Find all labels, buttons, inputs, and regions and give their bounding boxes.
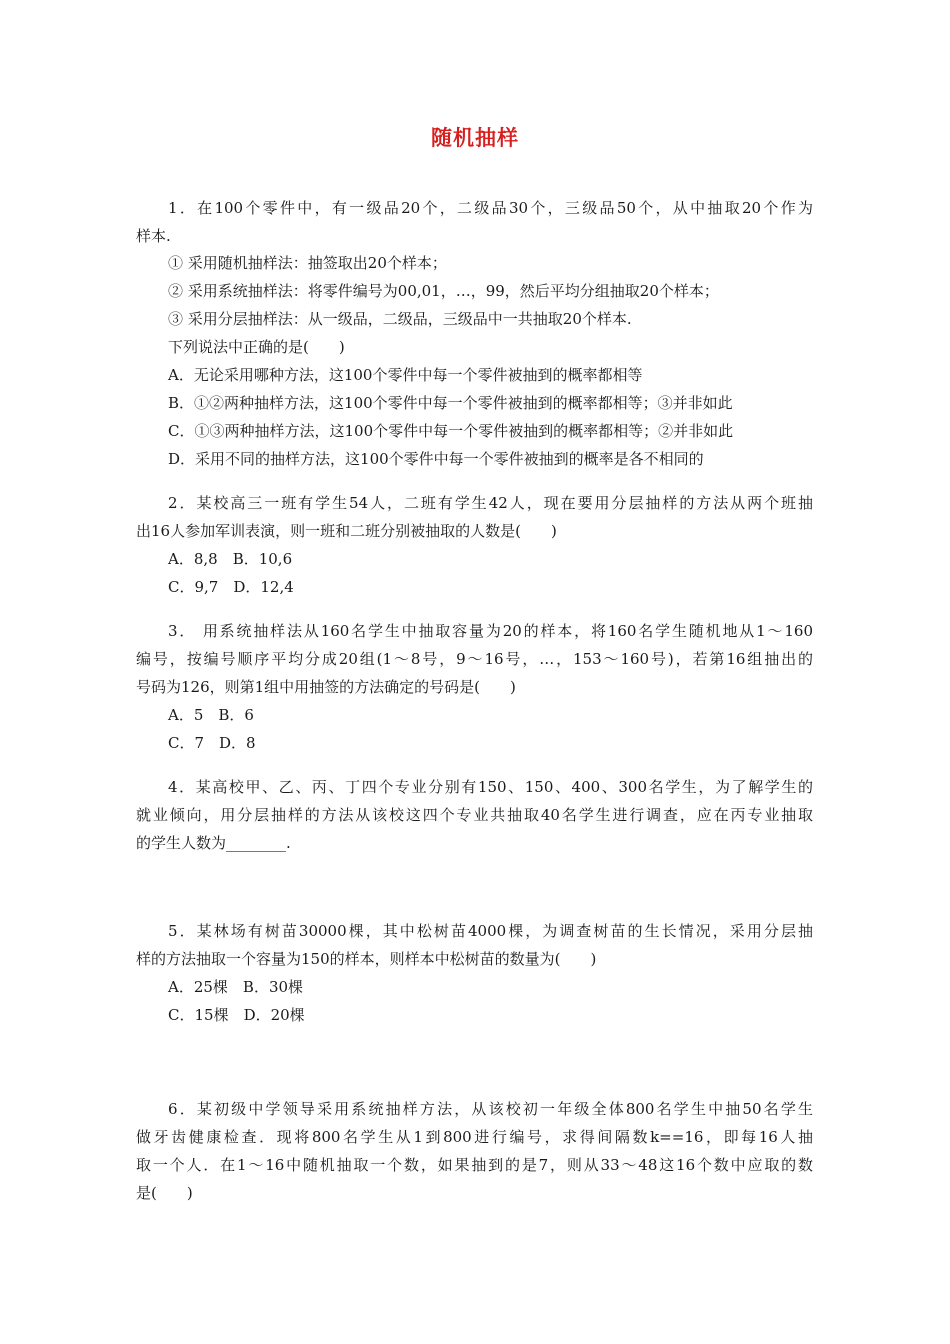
q1-option-a: A．无论采用哪种方法，这100个零件中每一个零件被抽到的概率都相等 <box>168 366 643 384</box>
q1-option-b: B．①②两种抽样方法，这100个零件中每一个零件被抽到的概率都相等；③并非如此 <box>168 394 733 412</box>
q1-method3: ③ 采用分层抽样法：从一级品，二级品，三级品中一共抽取20个样本. <box>168 310 632 328</box>
q3-options-cd: C．7 D．8 <box>168 734 256 752</box>
q3-line2: 编号，按编号顺序平均分成20组(1～8号，9～16号，…，153～160号)，若第16组抽出的 <box>136 650 813 668</box>
q3-line1: 3． 用系统抽样法从160名学生中抽取容量为20的样本，将160名学生随机地从1～160 <box>168 622 813 640</box>
q2-options-cd: C．9,7 D．12,4 <box>168 578 294 596</box>
q5-line1: 5．某林场有树苗30000棵，其中松树苗4000棵，为调查树苗的生长情况，采用分层抽 <box>168 922 813 940</box>
q1-option-d: D．采用不同的抽样方法，这100个零件中每一个零件被抽到的概率是各不相同的 <box>168 450 704 468</box>
q6-line1: 6．某初级中学领导采用系统抽样方法，从该校初一年级全体800名学生中抽50名学生 <box>168 1100 813 1118</box>
q6-line4: 是( ) <box>136 1184 193 1202</box>
q1-line2: 样本. <box>136 227 171 245</box>
q6-line2: 做牙齿健康检查．现将800名学生从1到800进行编号，求得间隔数k==16，即每16人抽 <box>136 1128 813 1146</box>
q4-line2: 就业倾向，用分层抽样的方法从该校这四个专业共抽取40名学生进行调查，应在丙专业抽取 <box>136 806 813 824</box>
q4-line3: 的学生人数为________. <box>136 834 291 852</box>
q5-line2: 样的方法抽取一个容量为150的样本，则样本中松树苗的数量为( ) <box>136 950 597 968</box>
q2-line2: 出16人参加军训表演，则一班和二班分别被抽取的人数是( ) <box>136 522 557 540</box>
q3-options-ab: A．5 B．6 <box>168 706 254 724</box>
q1-stem: 下列说法中正确的是( ) <box>168 338 345 356</box>
q1-line1: 1．在100个零件中，有一级品20个，二级品30个，三级品50个，从中抽取20个作为 <box>168 199 813 217</box>
q6-line3: 取一个人．在1～16中随机抽取一个数，如果抽到的是7，则从33～48这16个数中应取的数 <box>136 1156 813 1174</box>
q1-method1: ① 采用随机抽样法：抽签取出20个样本； <box>168 254 447 272</box>
q1-option-c: C．①③两种抽样方法，这100个零件中每一个零件被抽到的概率都相等；②并非如此 <box>168 422 734 440</box>
q5-options-cd: C．15棵 D．20棵 <box>168 1006 305 1024</box>
q2-line1: 2．某校高三一班有学生54人，二班有学生42人，现在要用分层抽样的方法从两个班抽 <box>168 494 813 512</box>
q3-line3: 号码为126，则第1组中用抽签的方法确定的号码是( ) <box>136 678 516 696</box>
q5-options-ab: A．25棵 B．30棵 <box>168 978 304 996</box>
page-title: 随机抽样 <box>431 126 519 150</box>
q2-options-ab: A．8,8 B．10,6 <box>168 550 293 568</box>
q1-method2: ② 采用系统抽样法：将零件编号为00,01，…，99，然后平均分组抽取20个样本； <box>168 282 719 300</box>
q4-line1: 4．某高校甲、乙、丙、丁四个专业分别有150、150、400、300名学生，为了解学生的 <box>168 778 813 796</box>
